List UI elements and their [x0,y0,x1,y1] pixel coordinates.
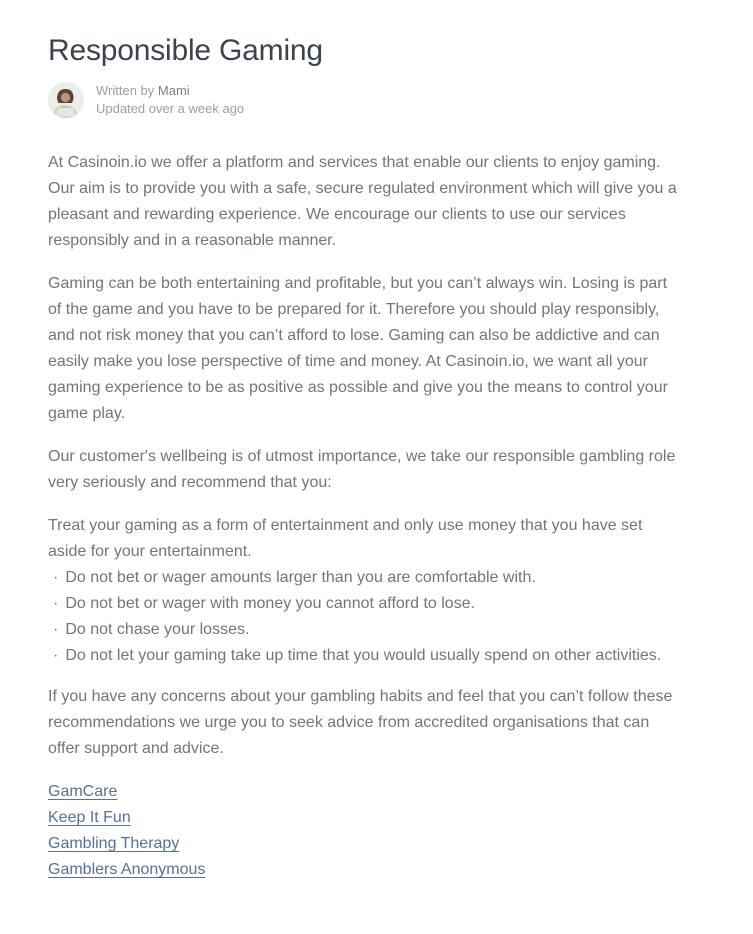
list-item [48,591,678,617]
paragraph-intro: At Casinoin.io we offer a platform and services that enable our clients to enjoy gaming. Our aim is to provide you with a safe, secure regulated environment which will give you a pleasant and rewarding experience. We encourage our clients to use our services responsibly and in a reasonable manner. [48,154,677,249]
list-item-text: Do not bet or wager amounts larger than you are comfortable with. [65,569,536,586]
bullet-icon: · [53,647,59,664]
byline-author-line [96,82,244,100]
bullet-icon: · [53,595,59,612]
avatar-illustration [48,82,84,118]
list-item [48,565,678,591]
byline-text [96,82,244,118]
author-name: Mami [157,83,190,98]
updated-timestamp: Updated over a week ago [96,101,245,116]
paragraph-seek-advice: If you have any concerns about your gambling habits and feel that you can’t follow these recommendations we urge you to seek advice from accredited organisations that can offer support and advice. [48,688,673,757]
bullet-icon: · [53,621,59,638]
paragraph-wellbeing: Our customer's wellbeing is of utmost importance, we take our responsible gambling role very seriously and recommend that you: [48,448,676,491]
list-item [48,643,678,669]
paragraph-entertainment: Treat your gaming as a form of entertainment and only use money that you have set aside for your entertainment. [48,517,643,560]
byline [48,82,705,118]
page-title: Responsible Gaming [48,34,323,67]
bullet-icon: · [53,569,59,586]
link-gamblers-anonymous[interactable]: Gamblers Anonymous [48,861,206,878]
link-gambling-therapy[interactable]: Gambling Therapy [48,835,180,852]
link-gamcare[interactable]: GamCare [48,783,118,800]
link-keep-it-fun[interactable]: Keep It Fun [48,809,131,826]
support-links [48,779,678,883]
written-by-label: Written by [96,83,155,98]
list-item-text: Do not let your gaming take up time that you would usually spend on other activities. [65,647,662,664]
author-avatar [48,82,84,118]
paragraph-gaming-risks: Gaming can be both entertaining and profitable, but you can’t always win. Losing is part of the game and you have to be prepared for it. Therefore you should play responsibly, and not risk money that you can’t afford to lose. Gaming can also be addictive and can easily make you lose perspective of time and money. At Casinoin.io, we want all your gaming experience to be as positive as possible and give you the means to control your game play. [48,275,668,422]
list-item [48,617,678,643]
list-item-text: Do not chase your losses. [65,621,250,638]
list-item-text: Do not bet or wager with money you cannot afford to lose. [65,595,476,612]
article-body [48,150,678,883]
